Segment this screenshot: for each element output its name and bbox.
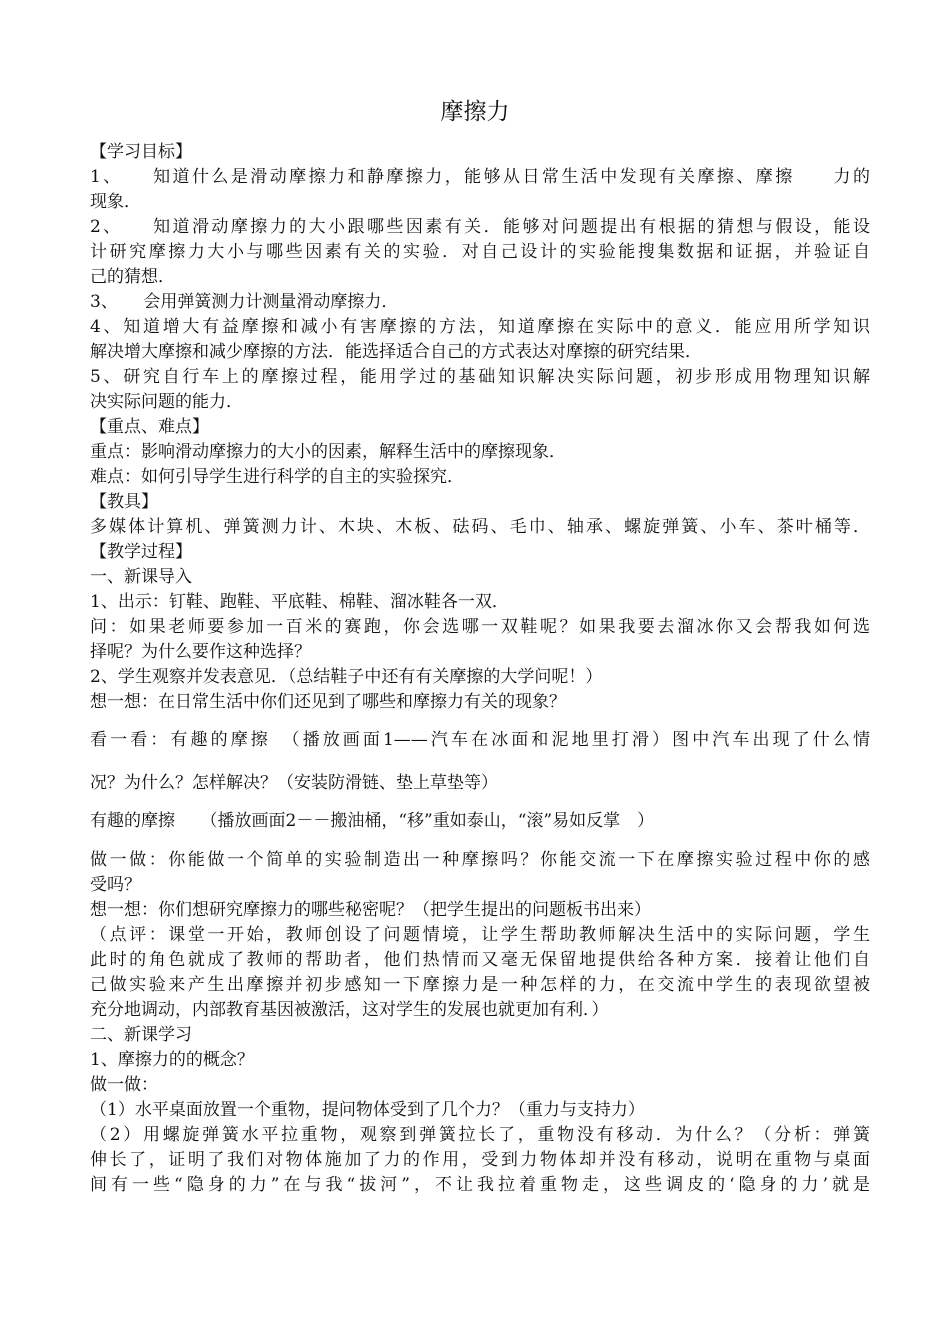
text-line: 充分地调动，内部教育基因被激活，这对学生的发展也就更加有利．） [90,1000,609,1020]
text-line: 问：如果老师要参加一百米的赛跑，你会选哪一双鞋呢？如果我要去溜冰你又会帮我如何选 [90,617,870,637]
text-line: 择呢？为什么要作这种选择？ [90,642,311,662]
heading-key-points: 【重点、难点】 [90,417,209,437]
text-line: 重点：影响滑动摩擦力的大小的因素，解释生活中的摩擦现象． [90,442,566,462]
text-line: 1、摩擦力的的概念？ [90,1050,254,1070]
text-line: 计研究摩擦力大小与哪些因素有关的实验．对自己设计的实验能搜集数据和证据，并验证自 [90,242,870,262]
document-title: 摩擦力 [440,99,510,125]
text-line: 决实际问题的能力． [90,392,243,412]
text-line: 1、 知道什么是滑动摩擦力和静摩擦力，能够从日常生活中发现有关摩擦、摩擦 力的 [90,167,870,187]
text-line: 解决增大摩擦和减少摩擦的方法．能选择适合自己的方式表达对摩擦的研究结果． [90,342,702,362]
heading-teaching-process: 【教学过程】 [90,542,192,562]
text-line: （点评：课堂一开始，教师创设了问题情境，让学生帮助教师解决生活中的实际问题，学生 [90,925,870,945]
text-line: 做一做： [90,1075,158,1095]
text-line: 想一想：你们想研究摩擦力的哪些秘密呢？（把学生提出的问题板书出来） [90,900,651,920]
text-line: 4、知道增大有益摩擦和减小有害摩擦的方法，知道摩擦在实际中的意义．能应用所学知识 [90,317,870,337]
text-line: （2）用螺旋弹簧水平拉重物，观察到弹簧拉长了，重物没有移动．为什么？（分析：弹簧 [90,1125,870,1145]
text-line: 己做实验来产生出摩擦并初步感知一下摩擦力是一种怎样的力，在交流中学生的表现欲望被 [90,975,870,995]
heading-teaching-aids: 【教具】 [90,492,158,512]
text-line: 受吗？ [90,875,141,895]
text-line: 伸长了，证明了我们对物体施加了力的作用，受到力物体却并没有移动，说明在重物与桌面 [90,1150,870,1170]
text-line: 2、 知道滑动摩擦力的大小跟哪些因素有关．能够对问题提出有根据的猜想与假设，能设 [90,217,870,237]
text-line: 2、学生观察并发表意见．（总结鞋子中还有有关摩擦的大学问呢！） [90,667,603,687]
section-heading: 二、新课学习 [90,1025,192,1045]
section-heading: 一、新课导入 [90,567,192,587]
text-line: 1、出示：钉鞋、跑鞋、平底鞋、棉鞋、溜冰鞋各一双． [90,592,509,612]
text-line: 此时的角色就成了教师的帮助者，他们热情而又毫无保留地提供给各种方案．接着让他们自 [90,950,870,970]
text-line: 难点：如何引导学生进行科学的自主的实验探究． [90,467,464,487]
text-line: 己的猜想． [90,267,175,287]
text-line: 现象． [90,192,141,212]
text-line: 多媒体计算机、弹簧测力计、木块、木板、砝码、毛巾、轴承、螺旋弹簧、小车、茶叶桶等． [90,517,870,537]
text-line: （1）水平桌面放置一个重物，提问物体受到了几个力？（重力与支持力） [90,1100,645,1120]
text-line: 有趣的摩擦 （播放画面2－－搬油桶，“移”重如泰山，“滚”易如反掌 ） [90,811,655,831]
text-line: 3、 会用弹簧测力计测量滑动摩擦力． [90,292,399,312]
text-line: 间有一些“隐身的力”在与我“拔河”，不让我拉着重物走，这些调皮的‘隐身的力’就是 [90,1175,870,1195]
document-body [90,140,870,1198]
text-line: 5、研究自行车上的摩擦过程，能用学过的基础知识解决实际问题，初步形成用物理知识解 [90,367,870,387]
heading-learning-objectives: 【学习目标】 [90,142,192,162]
text-line: 看一看：有趣的摩擦 （播放画面1——汽车在冰面和泥地里打滑）图中汽车出现了什么情 [90,730,870,750]
text-line: 做一做：你能做一个简单的实验制造出一种摩擦吗？你能交流一下在摩擦实验过程中你的感 [90,850,870,870]
text-line: 想一想：在日常生活中你们还见到了哪些和摩擦力有关的现象？ [90,692,566,712]
text-line: 况？为什么？怎样解决？（安装防滑链、垫上草垫等） [90,773,498,793]
